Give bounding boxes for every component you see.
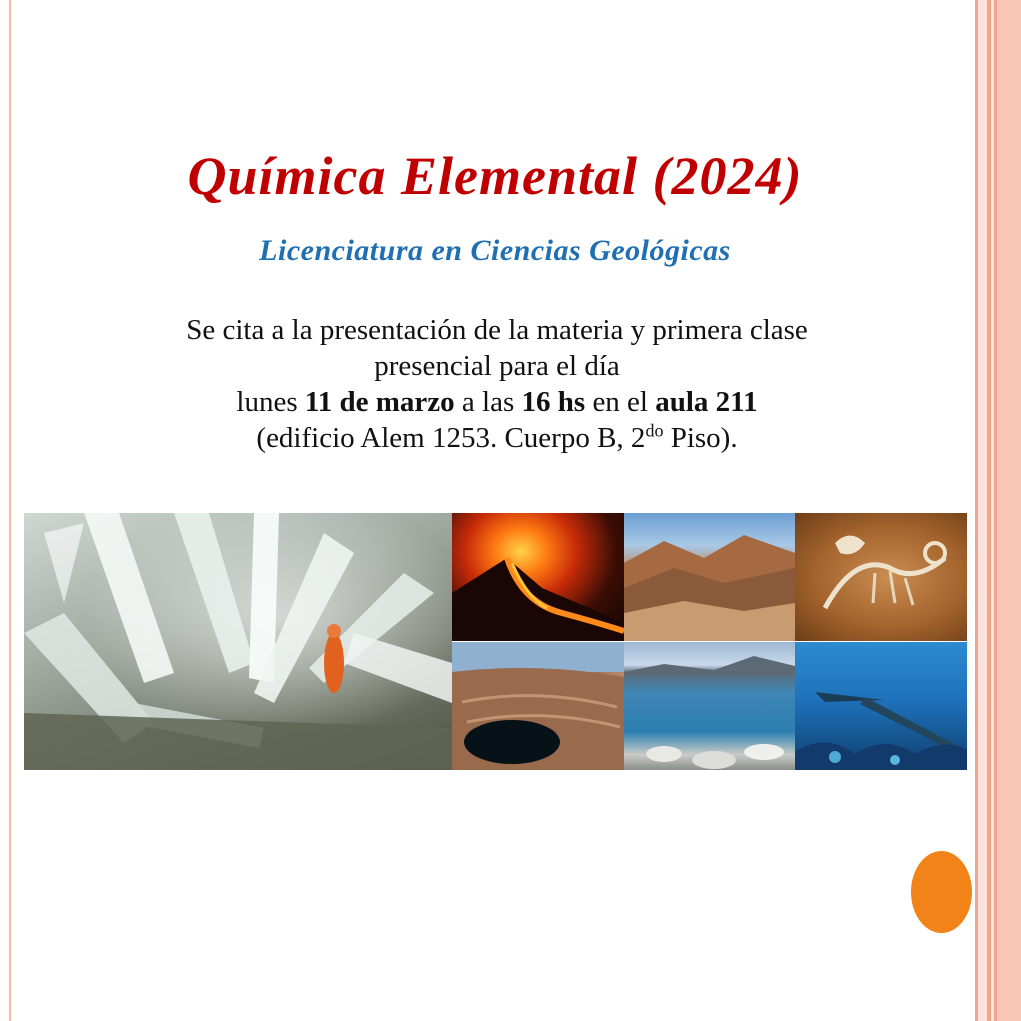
building-text: (edificio Alem 1253. Cuerpo B, 2 bbox=[256, 422, 646, 454]
orange-accent-dot bbox=[911, 851, 972, 933]
slide-title: Química Elemental (2024) bbox=[187, 146, 803, 206]
text-lunes: lunes bbox=[236, 386, 305, 418]
volcano-eruption-photo bbox=[452, 513, 624, 641]
desert-mountains-photo bbox=[624, 513, 795, 641]
class-time: 16 hs bbox=[521, 386, 586, 418]
lake-landscape-photo bbox=[624, 642, 795, 770]
geology-photo-collage bbox=[24, 513, 967, 770]
floor-superscript: do bbox=[645, 420, 664, 441]
floor-text: Piso). bbox=[663, 422, 738, 454]
announcement-line-4 bbox=[0, 420, 994, 456]
slide-subtitle: Licenciatura en Ciencias Geológicas bbox=[259, 234, 731, 267]
open-pit-mine-photo bbox=[452, 642, 624, 770]
crystal-cave-photo bbox=[24, 513, 452, 770]
text-en-el: en el bbox=[585, 386, 656, 418]
announcement-line-2: presencial para el día bbox=[374, 350, 620, 382]
announcement-line-1: Se cita a la presentación de la materia y primera clase bbox=[186, 314, 808, 346]
class-room: aula 211 bbox=[655, 386, 758, 418]
class-date: 11 de marzo bbox=[304, 386, 455, 418]
text-a-las: a las bbox=[454, 386, 522, 418]
prehistoric-ocean-photo bbox=[795, 642, 967, 770]
announcement-text bbox=[0, 312, 994, 456]
announcement-line-3 bbox=[0, 384, 994, 420]
fossil-skeleton-photo bbox=[795, 513, 967, 641]
